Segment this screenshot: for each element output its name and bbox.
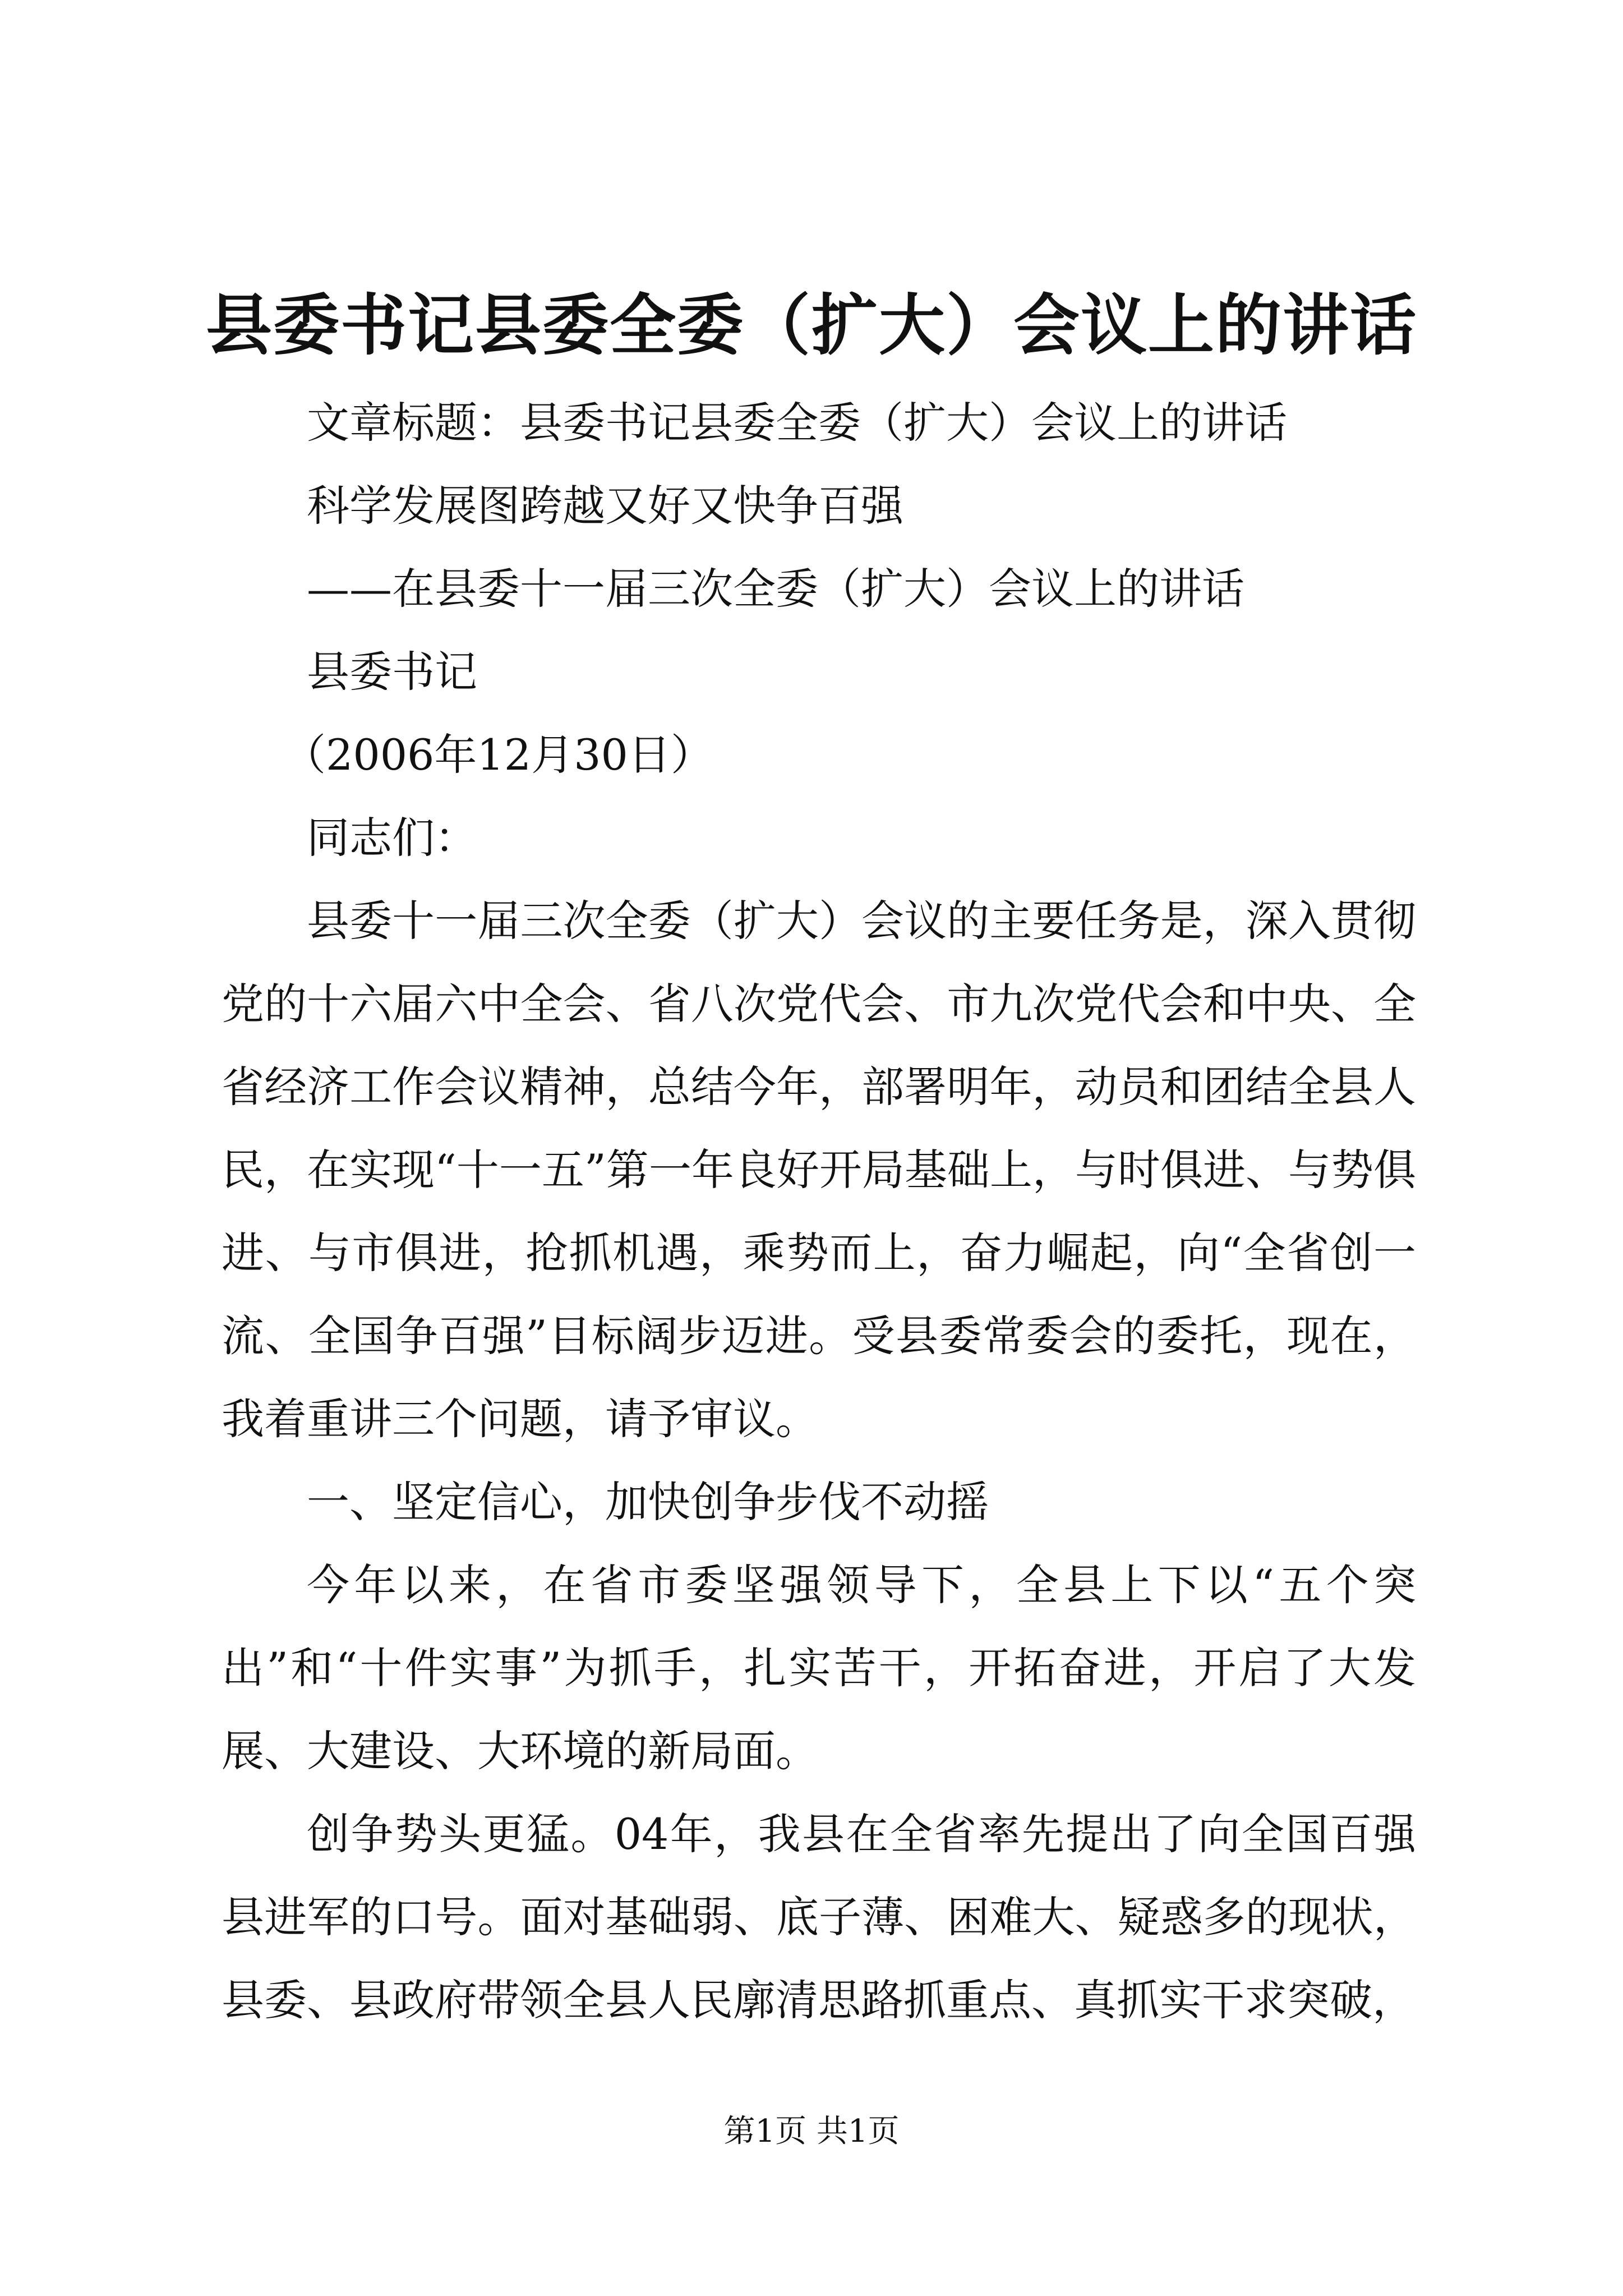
- salutation: 同志们：: [307, 813, 477, 863]
- page-footer: 第1页 共1页: [723, 2113, 900, 2150]
- speaker-line: 县委书记: [307, 647, 477, 697]
- paragraph: 创争势头更猛。04年，我县在全省率先提出了向全国百强县进军的口号。面对基础弱、底子薄、困难大、疑惑多的现状，县委、县政府带领全县人民廓清思路抓重点、真抓实干求突破，: [222, 1809, 1416, 2025]
- paragraph: 县委十一届三次全委（扩大）会议的主要任务是，深入贯彻党的十六届六中全会、省八次党代会、市九次党代会和中央、全省经济工作会议精神，总结今年，部署明年，动员和团结全县人民，在实现“十一五”第一年良好开局基础上，与时俱进、与势俱进、与市俱进，抢抓机遇，乘势而上，奋力崛起，向“全省创一流、全国争百强”目标阔步迈进。受县委常委会的委托，现在，我着重讲三个问题，请予审议。: [222, 896, 1416, 1444]
- speech-subheadline: ——在县委十一届三次全委（扩大）会议上的讲话: [307, 564, 1244, 614]
- document-body: [222, 381, 1416, 2042]
- paragraph: 今年以来，在省市委坚强领导下，全县上下以“五个突出”和“十件实事”为抓手，扎实苦干，开拓奋进，开启了大发展、大建设、大环境的新局面。: [222, 1560, 1416, 1776]
- speech-headline: 科学发展图跨越又好又快争百强: [307, 481, 903, 531]
- section-heading: 一、坚定信心，加快创争步伐不动摇: [307, 1477, 989, 1527]
- document-title: 县委书记县委全委（扩大）会议上的讲话: [205, 286, 1417, 364]
- date-line: （2006年12月30日）: [283, 730, 713, 780]
- article-title-line: 文章标题：县委书记县委全委（扩大）会议上的讲话: [307, 398, 1287, 448]
